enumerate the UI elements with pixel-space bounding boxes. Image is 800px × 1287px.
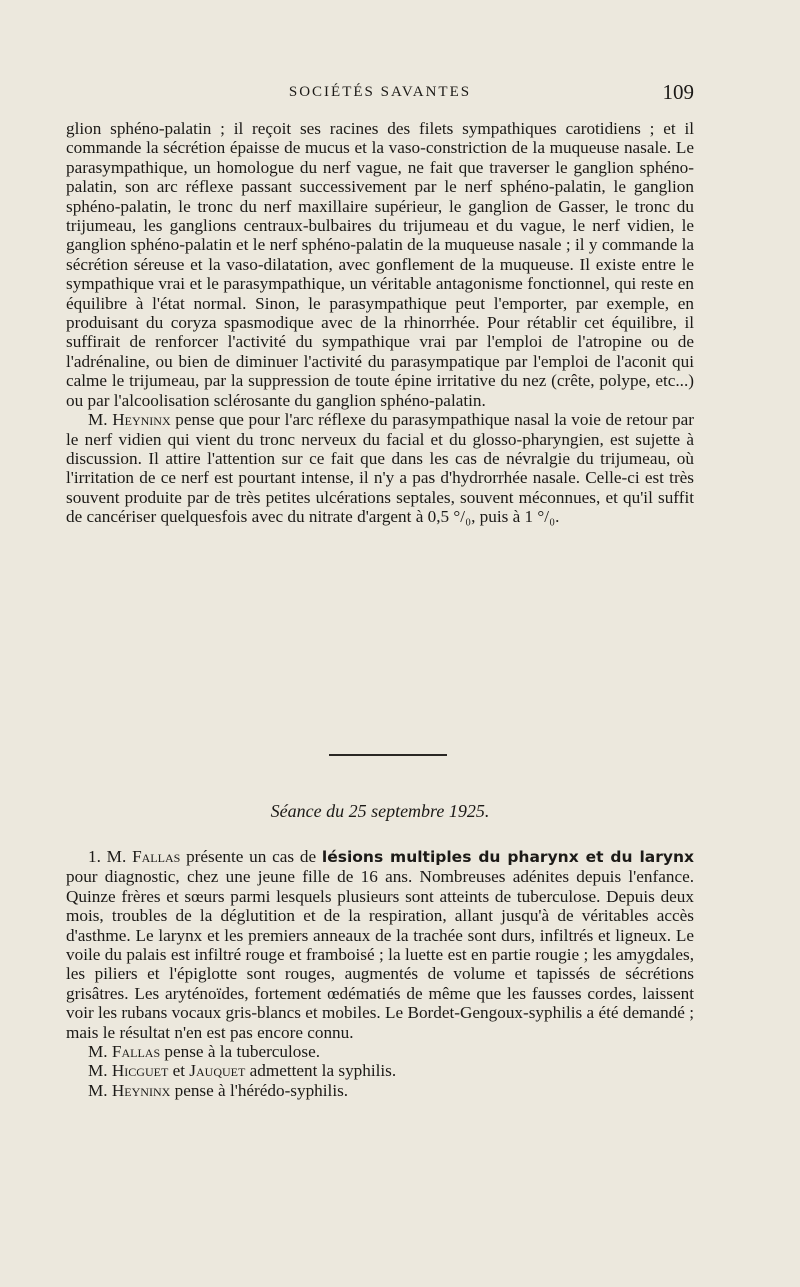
paragraph-continuation: glion sphéno-palatin ; il reçoit ses racines des filets sympathiques carotidiens ; et il commande la sécrétion épaisse de mucus et la vaso-constriction de la muqueuse nasale. Le parasympathique, un homologue du nerf vague, ne fait que traverser le ganglion sphéno-palatin, son arc réflexe passant successivement par le nerf sphéno-palatin, le ganglion sphéno-palatin, le tronc du nerf maxillaire supérieur, le ganglion de Gasser, le tronc du trijumeau, les ganglions centraux-bulbaires du trijumeau et du vague, le nerf vidien, le ganglion sphéno-palatin et le nerf sphéno-palatin de la muqueuse nasale ; il y commande la sécrétion séreuse et la vaso-dilatation, avec gonflement de la muqueuse. Il existe entre le sympathique vrai et le parasympathique, un véritable antagonisme fonctionnel, qui reste en équilibre à l'état normal. Sinon, le parasympathique peut l'emporter, par exemple, en produisant du coryza spasmodique avec de la rhinorrhée. Pour rétablir cet équilibre, il suffirait de renforcer l'activité du sympathique vrai par l'emploi de l'atropine ou de l'adrénaline, ou bien de diminuer l'activité du parasympatique par l'emploi de l'aconit qui calme le trijumeau, par la suppression de toute épine irritative du nez (crête, polype, etc...) ou par l'alcoolisation sclérosante du ganglion sphéno-palatin. <box>66 119 694 410</box>
session-title: Séance du 25 septembre 1925. <box>270 801 490 821</box>
paragraph-text: pense à la tuberculose. <box>160 1042 320 1062</box>
running-head <box>66 80 694 110</box>
paragraph-text: pense que pour l'arc réflexe du parasympathique nasal la voie de retour par le nerf vidien qui vient du tronc nerveux du facial et du glosso-pharyngien, est sujette à discussion. Il attire l'attention sur ce fait que dans les cas de névralgie du trijumeau, où l'irritation de ce nerf est pourtant intense, il n'y a pas d'hydrorrhée nasale. Celle-ci est très souvent produite par de très petites ulcérations septales, souvent méconnues, et qu'il suffit de cancériser quelquesfois avec du nitrate d'argent à 0,5 °/₀, puis à 1 °/₀. <box>66 410 695 527</box>
case-title: lésions multiples du pharynx et du larynx <box>321 848 694 866</box>
section-divider <box>329 754 447 756</box>
running-title: SOCIÉTÉS SAVANTES <box>288 84 472 100</box>
body-text-section-2 <box>66 847 694 1100</box>
paragraph-fallas <box>66 1042 694 1061</box>
paragraph-case-report <box>66 847 694 1042</box>
item-prefix: M. <box>88 1080 112 1100</box>
speaker-name: Fallas <box>132 847 181 866</box>
speaker-name: Hicguet <box>111 1061 169 1081</box>
paragraph-text: et <box>168 1061 190 1081</box>
speaker-name: Jauquet <box>189 1061 246 1081</box>
speaker-name: Fallas <box>111 1042 161 1062</box>
page-number: 109 <box>662 80 694 104</box>
paragraph-text: pour diagnostic, chez une jeune fille de 16 ans. Nombreuses adénites depuis l'enfance. Quinze frères et sœurs parmi lesquels plusieurs sont atteints de tuberculose. Depuis deux mois, troubles de la déglutition et de la respiration, allant jusqu'à de véritables accès d'asthme. Le larynx et les premiers anneaux de la trachée sont durs, infiltrés et ligneux. Le voile du palais est infiltré rouge et framboisé ; la luette est en partie rougie ; les amygdales, les piliers et l'épiglotte sont rouges, augmentés de volume et tapissés de sécrétions grisâtres. Les aryténoïdes, fortement œdématiés de même que les fausses cordes, laissent voir les rubans vocaux gris-blancs et mobiles. Le Bordet-Gengoux-syphilis a été demandé ; mais le résultat n'en est pas encore connu. <box>66 867 694 1042</box>
paragraph-heyninx <box>66 410 694 526</box>
speaker-name: M. Heyninx <box>88 410 171 430</box>
paragraph-text: pense à l'hérédo-syphilis. <box>170 1080 349 1100</box>
paragraph-text: présente un cas de <box>180 847 322 866</box>
item-prefix: M. <box>88 1042 112 1062</box>
speaker-name: Heyninx <box>111 1080 171 1100</box>
body-text-section-1 <box>66 119 694 527</box>
item-prefix: 1. M. <box>88 847 133 866</box>
paragraph-text: admettent la syphilis. <box>245 1061 397 1081</box>
paragraph-hicguet-jauquet <box>66 1061 694 1080</box>
paragraph-heyninx-2 <box>66 1081 694 1100</box>
item-prefix: M. <box>88 1061 112 1081</box>
